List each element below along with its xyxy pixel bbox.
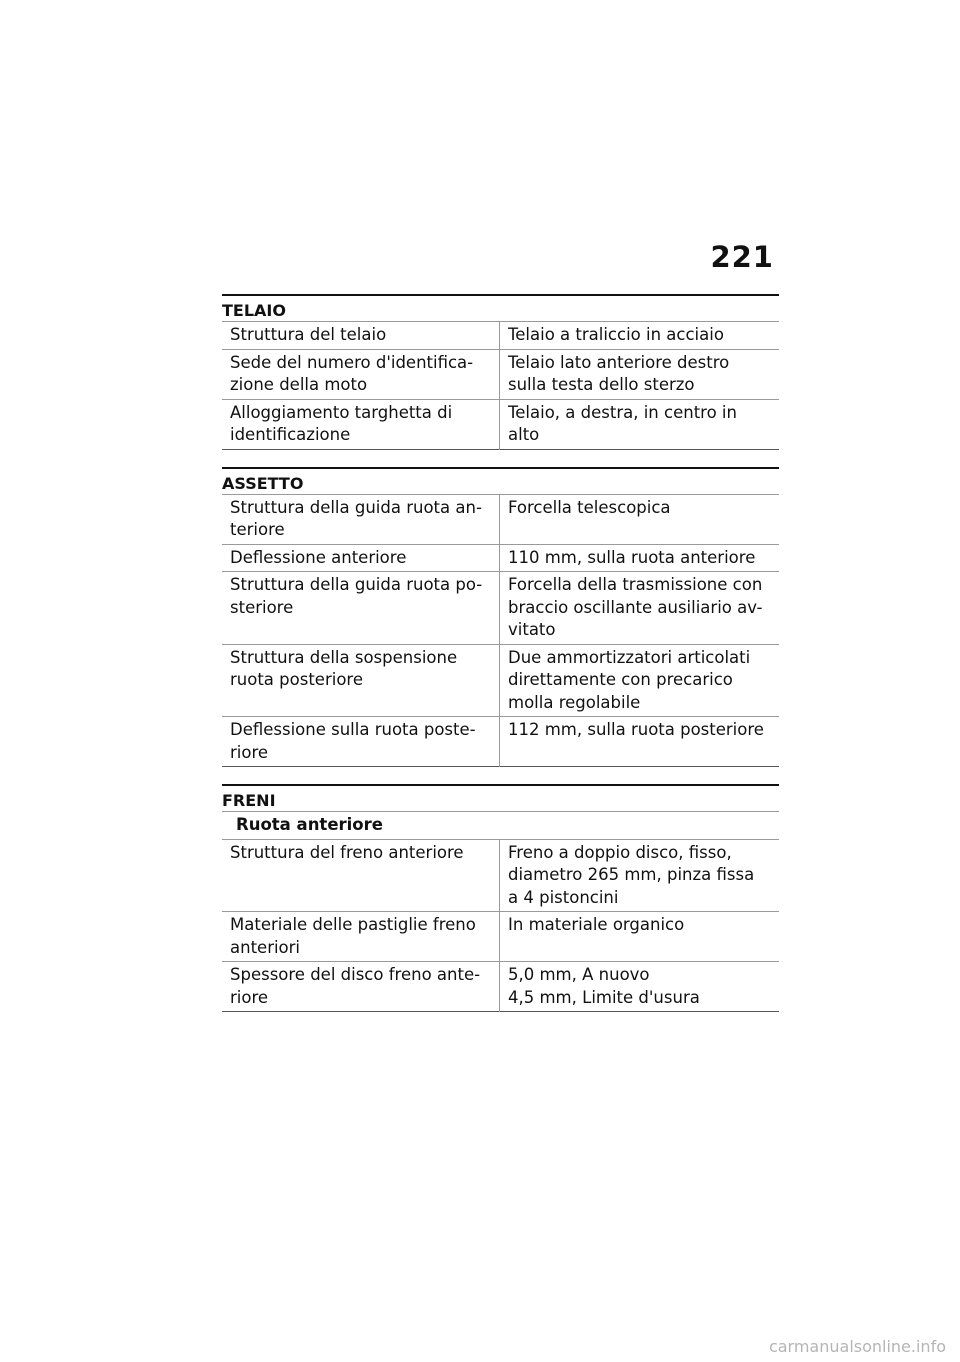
table-row bbox=[222, 349, 779, 399]
row-value: 5,0 mm, A nuovo 4,5 mm, Limite d'usura bbox=[508, 965, 700, 1007]
row-value: Forcella telescopica bbox=[508, 497, 671, 517]
row-label: Struttura del telaio bbox=[222, 322, 500, 350]
row-label: Spessore del disco freno ante- riore bbox=[222, 962, 500, 1012]
row-value: 112 mm, sulla ruota posteriore bbox=[508, 720, 764, 739]
table-subheading: Ruota anteriore bbox=[236, 815, 383, 834]
table-row bbox=[222, 912, 779, 962]
section-assetto bbox=[222, 467, 779, 768]
row-label: Struttura della sospensione ruota posteriore bbox=[222, 644, 500, 717]
table-row bbox=[222, 572, 779, 645]
row-label: Struttura della guida ruota po- steriore bbox=[222, 572, 500, 645]
spec-content bbox=[222, 294, 779, 1029]
spec-table bbox=[222, 321, 779, 450]
row-label: Struttura del freno anteriore bbox=[222, 839, 500, 912]
row-value: Telaio a traliccio in acciaio bbox=[508, 325, 724, 344]
section-title: FRENI bbox=[222, 784, 779, 811]
watermark: carmanualsonline.info bbox=[768, 1337, 946, 1356]
table-row bbox=[222, 322, 779, 350]
row-label: Materiale delle pastiglie freno anteriori bbox=[222, 912, 500, 962]
row-label: Struttura della guida ruota an- teriore bbox=[222, 494, 500, 544]
row-label: Alloggiamento targhetta di identificazione bbox=[222, 399, 500, 449]
row-value: Freno a doppio disco, fisso, diametro 265 mm, pinza fissa a 4 pistoncini bbox=[508, 842, 755, 907]
table-row bbox=[222, 962, 779, 1012]
table-row bbox=[222, 717, 779, 767]
table-row bbox=[222, 644, 779, 717]
page-number: 221 bbox=[710, 240, 774, 274]
row-value: Telaio, a destra, in centro in alto bbox=[508, 402, 737, 444]
table-row bbox=[222, 839, 779, 912]
row-label: Deflessione anteriore bbox=[222, 544, 500, 572]
row-label: Deflessione sulla ruota poste- riore bbox=[222, 717, 500, 767]
section-title: ASSETTO bbox=[222, 467, 779, 494]
section-title: TELAIO bbox=[222, 294, 779, 321]
table-row bbox=[222, 544, 779, 572]
row-value: Forcella della trasmissione con braccio oscillante ausiliario av- vitato bbox=[508, 575, 763, 639]
row-value: In materiale organico bbox=[508, 915, 685, 934]
row-value: Due ammortizzatori articolati direttamente con precarico molla regolabile bbox=[508, 647, 751, 712]
section-freni bbox=[222, 784, 779, 1012]
row-label: Sede del numero d'identifica- zione della moto bbox=[222, 349, 500, 399]
row-value: 110 mm, sulla ruota anteriore bbox=[508, 547, 756, 567]
table-row bbox=[222, 399, 779, 449]
spec-table bbox=[222, 811, 779, 1012]
spec-table bbox=[222, 494, 779, 768]
table-subheading-row bbox=[222, 812, 779, 840]
row-value: Telaio lato anteriore destro sulla testa dello sterzo bbox=[508, 352, 730, 394]
table-row bbox=[222, 494, 779, 544]
section-telaio bbox=[222, 294, 779, 450]
